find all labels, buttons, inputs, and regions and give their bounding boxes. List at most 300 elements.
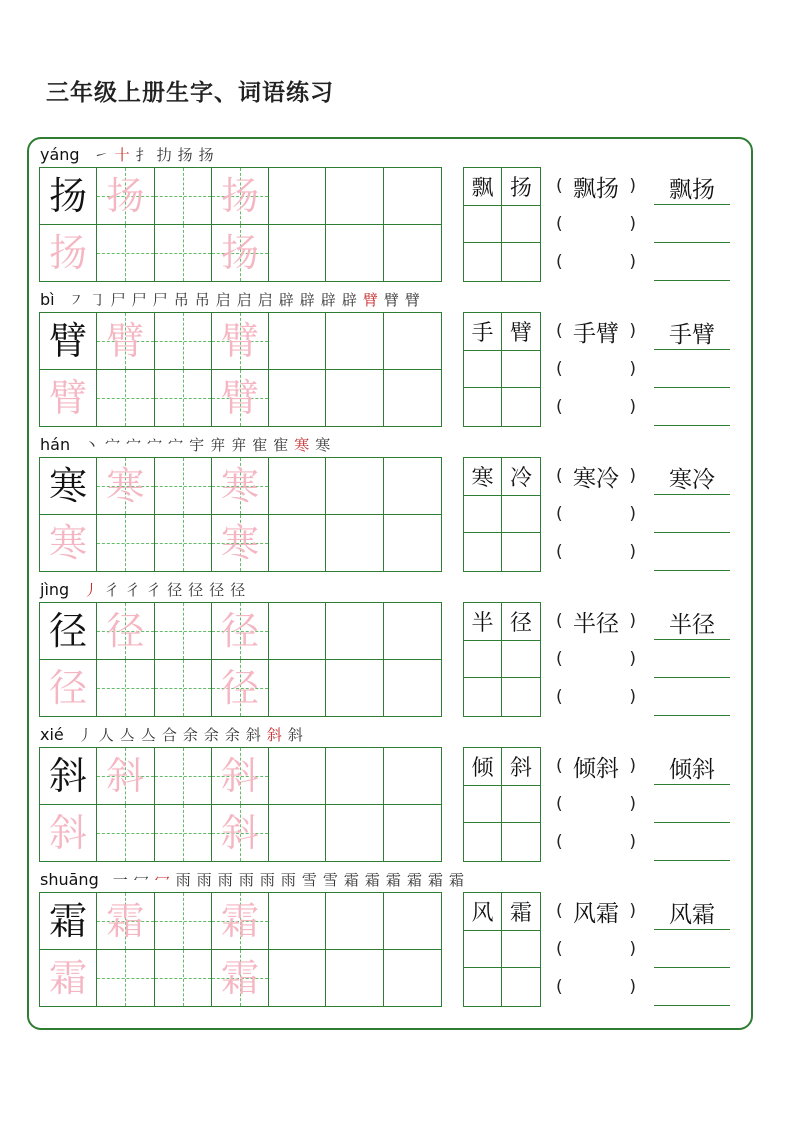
stroke-step: ㇆	[89, 290, 105, 309]
writing-cell[interactable]	[326, 603, 383, 660]
writing-cell[interactable]	[97, 313, 154, 370]
writing-grid	[39, 892, 442, 1007]
paren-row[interactable]	[556, 930, 636, 968]
paren-open: (	[556, 466, 563, 486]
writing-cell[interactable]	[212, 660, 269, 717]
paren-word: 寒冷	[573, 465, 619, 492]
writing-cell[interactable]	[155, 893, 212, 950]
writing-cell[interactable]	[326, 225, 383, 282]
paren-open: (	[556, 321, 563, 341]
writing-cell[interactable]	[40, 168, 97, 225]
stroke-step: 霜	[385, 870, 401, 889]
stroke-step: 吊	[173, 290, 189, 309]
word-paren-column	[556, 312, 636, 427]
word-cell[interactable]	[502, 823, 540, 861]
paren-close: )	[629, 756, 636, 776]
stroke-step: 径	[167, 580, 183, 599]
paren-close: )	[629, 542, 636, 562]
pinyin-line	[40, 285, 426, 313]
paren-row[interactable]	[556, 747, 636, 785]
stroke-step: 启	[257, 290, 273, 309]
answer-line[interactable]	[654, 494, 730, 495]
writing-cell[interactable]	[40, 313, 97, 370]
writing-cell[interactable]	[326, 515, 383, 572]
writing-cell[interactable]	[40, 515, 97, 572]
writing-cell[interactable]	[384, 893, 441, 950]
writing-cell[interactable]	[40, 603, 97, 660]
answer-line[interactable]	[654, 280, 730, 281]
answer-line[interactable]	[654, 715, 730, 716]
trace-character: 斜	[220, 810, 259, 855]
writing-cell[interactable]	[97, 515, 154, 572]
model-character: 扬	[49, 173, 88, 218]
writing-cell[interactable]	[384, 660, 441, 717]
writing-cell[interactable]	[155, 225, 212, 282]
pinyin-line	[40, 430, 336, 458]
model-character: 臂	[49, 318, 88, 363]
stroke-step: 宀	[168, 435, 184, 454]
word-paren-column	[556, 457, 636, 572]
stroke-step: ㇀	[93, 145, 109, 164]
stroke-step: 冖	[154, 870, 170, 889]
paren-word: 倾斜	[573, 755, 619, 782]
stroke-step: 彳	[125, 580, 141, 599]
stroke-step: 亼	[140, 725, 156, 744]
line-word: 倾斜	[669, 757, 715, 783]
word-cell[interactable]	[464, 496, 502, 534]
writing-cell[interactable]	[326, 313, 383, 370]
stroke-step: 雪	[301, 870, 317, 889]
stroke-step: 臂	[362, 290, 378, 309]
answer-line[interactable]	[654, 570, 730, 571]
writing-cell[interactable]	[326, 370, 383, 427]
writing-cell[interactable]	[212, 603, 269, 660]
paren-row[interactable]	[556, 892, 636, 930]
word-cell[interactable]	[502, 206, 540, 244]
paren-row[interactable]	[556, 823, 636, 861]
writing-cell[interactable]	[212, 950, 269, 1007]
paren-word: 风霜	[573, 900, 619, 927]
answer-line[interactable]	[654, 242, 730, 243]
answer-line[interactable]	[654, 967, 730, 968]
writing-cell[interactable]	[155, 515, 212, 572]
paren-row[interactable]	[556, 785, 636, 823]
paren-close: )	[629, 466, 636, 486]
writing-cell[interactable]	[269, 893, 326, 950]
word-cell[interactable]: 倾	[464, 748, 502, 786]
answer-line[interactable]	[654, 677, 730, 678]
word-cell[interactable]	[464, 533, 502, 571]
word-cell[interactable]	[502, 678, 540, 716]
writing-cell[interactable]	[384, 950, 441, 1007]
writing-cell[interactable]	[155, 370, 212, 427]
writing-cell[interactable]	[326, 660, 383, 717]
paren-row[interactable]	[556, 533, 636, 571]
word-cell[interactable]: 扬	[502, 168, 540, 206]
char-block	[0, 140, 793, 285]
writing-cell[interactable]	[384, 168, 441, 225]
pinyin-line	[40, 720, 309, 748]
writing-cell[interactable]	[269, 370, 326, 427]
paren-row[interactable]	[556, 205, 636, 243]
writing-cell[interactable]	[40, 370, 97, 427]
paren-open: (	[556, 397, 563, 417]
writing-cell[interactable]	[212, 515, 269, 572]
word-line-column	[654, 892, 730, 1007]
line-word: 飘扬	[669, 177, 715, 203]
stroke-step: 臂	[383, 290, 399, 309]
writing-cell[interactable]	[212, 893, 269, 950]
writing-grid	[39, 602, 442, 717]
writing-cell[interactable]	[384, 225, 441, 282]
pinyin-line	[40, 140, 220, 168]
paren-close: )	[629, 214, 636, 234]
stroke-step: 宑	[231, 435, 247, 454]
paren-close: )	[629, 321, 636, 341]
trace-character: 霜	[49, 955, 88, 1000]
paren-row[interactable]	[556, 167, 636, 205]
trace-character: 寒	[220, 463, 259, 508]
writing-cell[interactable]	[326, 893, 383, 950]
stroke-order	[84, 434, 336, 455]
stroke-step: 丿	[77, 725, 93, 744]
paren-row[interactable]	[556, 243, 636, 281]
page-title: 三年级上册生字、词语练习	[46, 80, 334, 106]
writing-cell[interactable]	[97, 805, 154, 862]
stroke-step: 寉	[252, 435, 268, 454]
stroke-step: 雨	[196, 870, 212, 889]
paren-close: )	[629, 901, 636, 921]
writing-cell[interactable]	[212, 168, 269, 225]
writing-cell[interactable]	[155, 660, 212, 717]
stroke-step: 霜	[406, 870, 422, 889]
word-grid	[463, 747, 541, 862]
writing-cell[interactable]	[384, 458, 441, 515]
stroke-step: 余	[182, 725, 198, 744]
stroke-step: 雨	[280, 870, 296, 889]
writing-cell[interactable]	[40, 805, 97, 862]
stroke-step: 丿	[83, 580, 99, 599]
writing-cell[interactable]	[212, 370, 269, 427]
trace-character: 霜	[220, 898, 259, 943]
writing-cell[interactable]	[155, 458, 212, 515]
word-grid	[463, 167, 541, 282]
answer-line[interactable]	[654, 425, 730, 426]
char-block	[0, 430, 793, 575]
stroke-step: 辟	[278, 290, 294, 309]
word-line-column	[654, 312, 730, 427]
writing-cell[interactable]	[269, 225, 326, 282]
paren-word: 手臂	[573, 320, 619, 347]
word-cell[interactable]	[464, 786, 502, 824]
stroke-step: ㇇	[68, 290, 84, 309]
answer-line[interactable]	[654, 822, 730, 823]
paren-close: )	[629, 504, 636, 524]
trace-character: 霜	[106, 898, 145, 943]
writing-cell[interactable]	[212, 225, 269, 282]
word-cell[interactable]	[464, 968, 502, 1006]
word-cell[interactable]	[502, 243, 540, 281]
word-cell[interactable]	[502, 533, 540, 571]
answer-line[interactable]	[654, 784, 730, 785]
answer-line[interactable]	[654, 387, 730, 388]
writing-cell[interactable]	[40, 748, 97, 805]
stroke-order	[94, 144, 220, 165]
trace-character: 扬	[220, 230, 259, 275]
trace-character: 臂	[220, 318, 259, 363]
paren-row[interactable]	[556, 602, 636, 640]
stroke-step: 斜	[245, 725, 261, 744]
trace-character: 寒	[49, 520, 88, 565]
writing-cell[interactable]	[40, 458, 97, 515]
trace-character: 斜	[49, 810, 88, 855]
writing-cell[interactable]	[384, 748, 441, 805]
word-cell[interactable]: 臂	[502, 313, 540, 351]
writing-cell[interactable]	[269, 168, 326, 225]
char-block	[0, 865, 793, 1010]
writing-cell[interactable]	[326, 168, 383, 225]
paren-open: (	[556, 832, 563, 852]
writing-cell[interactable]	[384, 370, 441, 427]
stroke-step: 尸	[110, 290, 126, 309]
writing-cell[interactable]	[155, 313, 212, 370]
stroke-step: 扬	[177, 145, 193, 164]
writing-cell[interactable]	[269, 748, 326, 805]
answer-line[interactable]	[654, 532, 730, 533]
writing-cell[interactable]	[326, 458, 383, 515]
paren-open: (	[556, 649, 563, 669]
writing-cell[interactable]	[97, 603, 154, 660]
word-cell[interactable]	[464, 823, 502, 861]
pinyin-label: hán	[40, 434, 71, 454]
answer-line[interactable]	[654, 929, 730, 930]
stroke-step: 臂	[404, 290, 420, 309]
trace-character: 径	[220, 608, 259, 653]
paren-open: (	[556, 359, 563, 379]
writing-cell[interactable]	[155, 805, 212, 862]
stroke-step: 宀	[105, 435, 121, 454]
answer-line[interactable]	[654, 639, 730, 640]
paren-open: (	[556, 214, 563, 234]
char-block	[0, 285, 793, 430]
writing-cell[interactable]	[155, 950, 212, 1007]
word-paren-column	[556, 602, 636, 717]
stroke-step: 霜	[427, 870, 443, 889]
paren-close: )	[629, 832, 636, 852]
trace-character: 斜	[220, 753, 259, 798]
answer-line[interactable]	[654, 860, 730, 861]
word-line-column	[654, 167, 730, 282]
writing-cell[interactable]	[97, 370, 154, 427]
writing-cell[interactable]	[212, 458, 269, 515]
word-cell[interactable]: 斜	[502, 748, 540, 786]
writing-cell[interactable]	[269, 805, 326, 862]
writing-cell[interactable]	[40, 660, 97, 717]
writing-cell[interactable]	[212, 805, 269, 862]
paren-close: )	[629, 649, 636, 669]
stroke-step: 余	[203, 725, 219, 744]
answer-line[interactable]	[654, 204, 730, 205]
stroke-step: 霜	[364, 870, 380, 889]
writing-cell[interactable]	[97, 458, 154, 515]
writing-cell[interactable]	[97, 748, 154, 805]
word-cell[interactable]	[464, 388, 502, 426]
writing-cell[interactable]	[384, 515, 441, 572]
trace-character: 斜	[106, 753, 145, 798]
stroke-order	[69, 289, 426, 310]
writing-cell[interactable]	[269, 515, 326, 572]
paren-word: 飘扬	[573, 175, 619, 202]
word-grid	[463, 892, 541, 1007]
stroke-step: 径	[230, 580, 246, 599]
writing-cell[interactable]	[384, 603, 441, 660]
trace-character: 臂	[220, 375, 259, 420]
paren-close: )	[629, 252, 636, 272]
word-cell[interactable]	[464, 641, 502, 679]
paren-open: (	[556, 756, 563, 776]
writing-cell[interactable]	[155, 748, 212, 805]
writing-cell[interactable]	[97, 168, 154, 225]
word-cell[interactable]	[464, 678, 502, 716]
stroke-step: 亼	[119, 725, 135, 744]
word-cell[interactable]	[464, 206, 502, 244]
answer-line[interactable]	[654, 349, 730, 350]
writing-cell[interactable]	[155, 603, 212, 660]
paren-row[interactable]	[556, 495, 636, 533]
writing-cell[interactable]	[97, 893, 154, 950]
writing-cell[interactable]	[326, 748, 383, 805]
paren-row[interactable]	[556, 968, 636, 1006]
word-cell[interactable]	[464, 243, 502, 281]
word-line-column	[654, 457, 730, 572]
trace-character: 扬	[106, 173, 145, 218]
writing-cell[interactable]	[40, 950, 97, 1007]
word-cell[interactable]: 风	[464, 893, 502, 931]
paren-open: (	[556, 687, 563, 707]
pinyin-line	[40, 575, 251, 603]
writing-cell[interactable]	[97, 950, 154, 1007]
paren-open: (	[556, 542, 563, 562]
stroke-step: 辟	[299, 290, 315, 309]
paren-word: 半径	[573, 610, 619, 637]
stroke-step: 启	[215, 290, 231, 309]
stroke-step: 径	[209, 580, 225, 599]
paren-row[interactable]	[556, 678, 636, 716]
pinyin-label: bì	[40, 289, 55, 309]
writing-cell[interactable]	[269, 458, 326, 515]
stroke-step: 雨	[217, 870, 233, 889]
writing-grid	[39, 167, 442, 282]
stroke-order	[113, 869, 470, 890]
trace-character: 径	[49, 665, 88, 710]
word-cell[interactable]: 径	[502, 603, 540, 641]
model-character: 寒	[49, 463, 88, 508]
word-cell[interactable]: 寒	[464, 458, 502, 496]
paren-close: )	[629, 977, 636, 997]
paren-open: (	[556, 252, 563, 272]
writing-cell[interactable]	[212, 748, 269, 805]
word-cell[interactable]	[464, 931, 502, 969]
word-cell[interactable]: 霜	[502, 893, 540, 931]
writing-cell[interactable]	[97, 225, 154, 282]
writing-cell[interactable]	[269, 603, 326, 660]
word-cell[interactable]: 飘	[464, 168, 502, 206]
stroke-step: 寒	[294, 435, 310, 454]
writing-cell[interactable]	[40, 225, 97, 282]
paren-close: )	[629, 687, 636, 707]
writing-cell[interactable]	[269, 313, 326, 370]
writing-cell[interactable]	[269, 660, 326, 717]
paren-row[interactable]	[556, 388, 636, 426]
paren-row[interactable]	[556, 350, 636, 388]
writing-cell[interactable]	[40, 893, 97, 950]
trace-character: 寒	[106, 463, 145, 508]
word-cell[interactable]: 手	[464, 313, 502, 351]
paren-close: )	[629, 939, 636, 959]
word-cell[interactable]	[502, 786, 540, 824]
stroke-step: 余	[224, 725, 240, 744]
writing-cell[interactable]	[97, 660, 154, 717]
writing-grid	[39, 747, 442, 862]
word-cell[interactable]: 冷	[502, 458, 540, 496]
line-word: 手臂	[669, 322, 715, 348]
word-cell[interactable]	[502, 496, 540, 534]
writing-cell[interactable]	[326, 950, 383, 1007]
word-cell[interactable]	[502, 388, 540, 426]
stroke-step: 霜	[343, 870, 359, 889]
writing-cell[interactable]	[155, 168, 212, 225]
stroke-order	[78, 724, 309, 745]
word-cell[interactable]	[502, 351, 540, 389]
stroke-step: 斜	[287, 725, 303, 744]
stroke-step: 合	[161, 725, 177, 744]
word-cell[interactable]	[502, 968, 540, 1006]
paren-row[interactable]	[556, 640, 636, 678]
writing-grid	[39, 312, 442, 427]
writing-cell[interactable]	[269, 950, 326, 1007]
stroke-step: 辟	[341, 290, 357, 309]
stroke-step: 吊	[194, 290, 210, 309]
word-grid	[463, 602, 541, 717]
writing-cell[interactable]	[212, 313, 269, 370]
trace-character: 臂	[49, 375, 88, 420]
writing-cell[interactable]	[384, 313, 441, 370]
stroke-step: 雨	[259, 870, 275, 889]
paren-open: (	[556, 504, 563, 524]
word-paren-column	[556, 747, 636, 862]
paren-open: (	[556, 939, 563, 959]
stroke-step: 雨	[175, 870, 191, 889]
pinyin-label: jìng	[40, 579, 70, 599]
model-character: 斜	[49, 753, 88, 798]
answer-line[interactable]	[654, 1005, 730, 1006]
stroke-step: 寒	[315, 435, 331, 454]
writing-cell[interactable]	[384, 805, 441, 862]
stroke-step: 尸	[152, 290, 168, 309]
stroke-step: 宀	[126, 435, 142, 454]
stroke-step: 人	[98, 725, 114, 744]
writing-cell[interactable]	[326, 805, 383, 862]
model-character: 霜	[49, 898, 88, 943]
paren-close: )	[629, 176, 636, 196]
word-cell[interactable]	[464, 351, 502, 389]
paren-row[interactable]	[556, 312, 636, 350]
stroke-step: 十	[114, 145, 130, 164]
word-cell[interactable]	[502, 931, 540, 969]
word-cell[interactable]: 半	[464, 603, 502, 641]
word-cell[interactable]	[502, 641, 540, 679]
paren-row[interactable]	[556, 457, 636, 495]
